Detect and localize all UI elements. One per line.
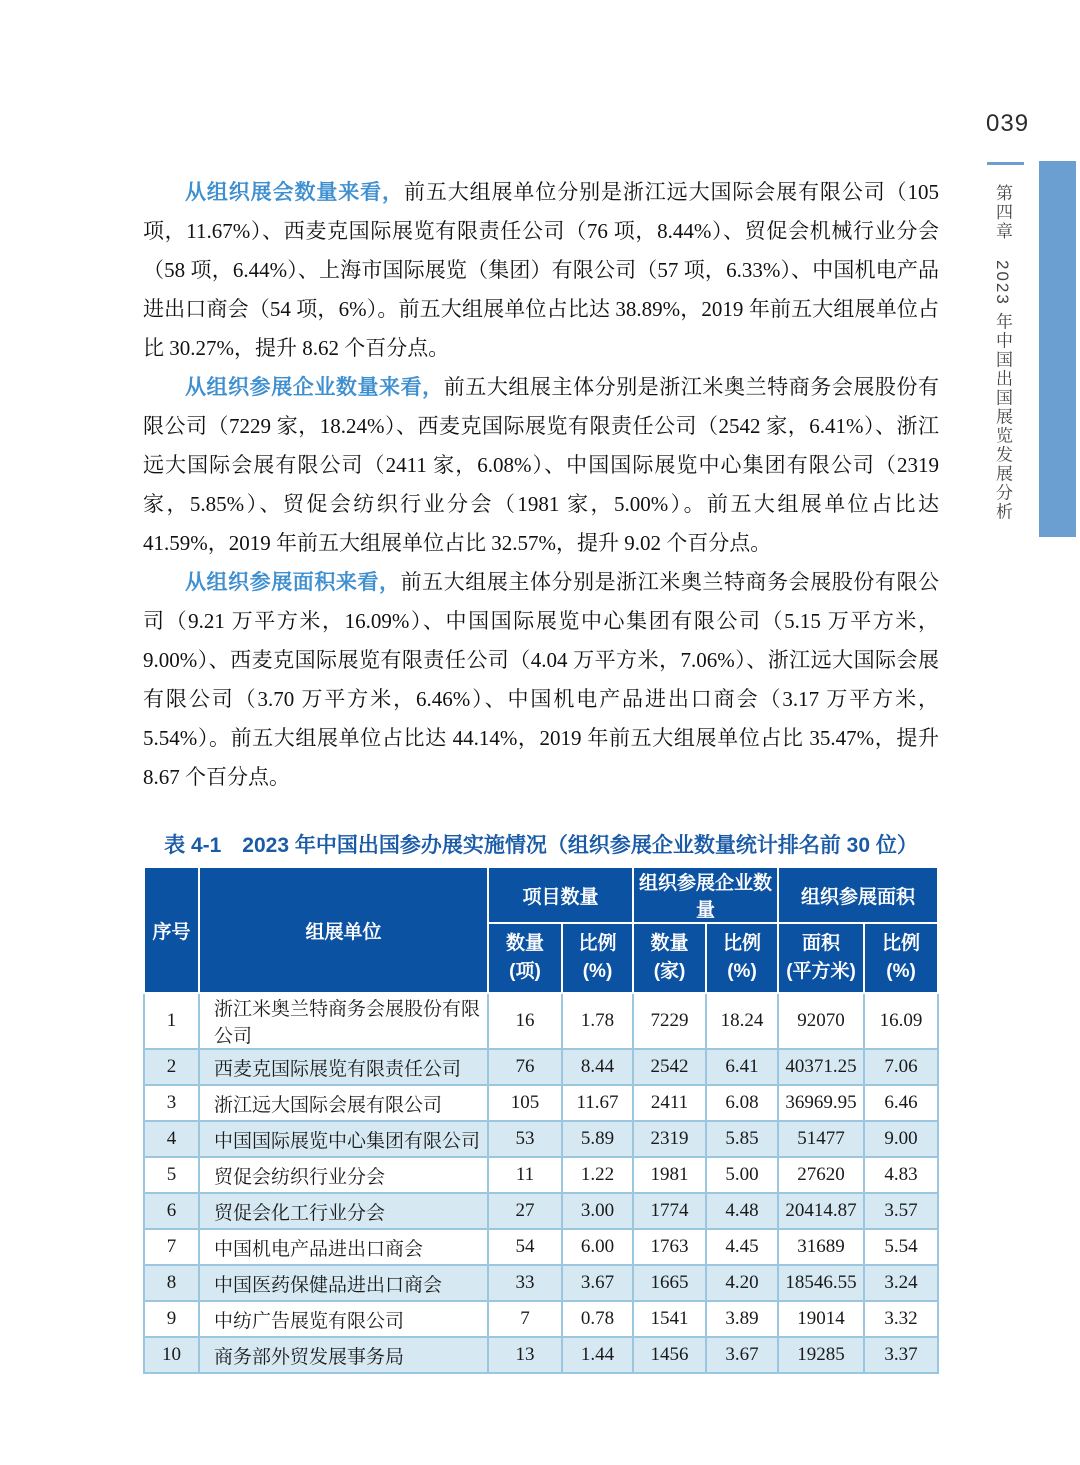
table-row <box>144 1085 938 1121</box>
cell-ratio-area: 3.24 <box>864 1265 938 1301</box>
col-header-ratio-area: 比例 (%) <box>864 923 938 993</box>
paragraph-lead: 从组织展会数量来看， <box>185 181 404 204</box>
cell-organizer: 贸促会纺织行业分会 <box>199 1157 488 1193</box>
table-row <box>144 1265 938 1301</box>
table-row <box>144 1229 938 1265</box>
cell-ratio-firms: 6.41 <box>706 1049 778 1085</box>
cell-ratio-area: 9.00 <box>864 1121 938 1157</box>
cell-qty-items: 105 <box>488 1085 562 1121</box>
cell-organizer: 浙江米奥兰特商务会展股份有限公司 <box>199 993 488 1049</box>
paragraph-body: 前五大组展主体分别是浙江米奥兰特商务会展股份有限公司（7229 家，18.24%）、西麦克国际展览有限责任公司（2542 家，6.41%）、浙江远大国际会展有限公司（2411 家，6.08%）、中国国际展览中心集团有限公司（2319 家，5.85%）、贸促会纺织行业分会（1981 家，5.00%）。前五大组展单位占比达 41.59%，2019 年前五大组展单位占比 32.57%，提升 9.02 个百分点。 <box>143 375 940 555</box>
cell-ratio-firms: 3.89 <box>706 1301 778 1337</box>
paragraph-exhibition-count <box>143 173 939 368</box>
cell-ratio-items: 8.44 <box>562 1049 633 1085</box>
cell-area: 36969.95 <box>778 1085 864 1121</box>
cell-ratio-firms: 4.48 <box>706 1193 778 1229</box>
cell-qty-firms: 1456 <box>633 1337 706 1373</box>
table-row <box>144 993 938 1049</box>
col-header-area-sqm: 面积 (平方米) <box>778 923 864 993</box>
cell-organizer: 中纺广告展览有限公司 <box>199 1301 488 1337</box>
paragraph-lead: 从组织参展面积来看， <box>185 571 401 594</box>
cell-area: 40371.25 <box>778 1049 864 1085</box>
cell-area: 31689 <box>778 1229 864 1265</box>
cell-organizer: 中国医药保健品进出口商会 <box>199 1265 488 1301</box>
cell-ratio-firms: 4.45 <box>706 1229 778 1265</box>
cell-qty-firms: 1981 <box>633 1157 706 1193</box>
paragraph-lead: 从组织参展企业数量来看， <box>185 376 444 399</box>
cell-ratio-items: 1.44 <box>562 1337 633 1373</box>
cell-seq: 2 <box>144 1049 199 1085</box>
cell-organizer: 中国国际展览中心集团有限公司 <box>199 1121 488 1157</box>
cell-seq: 3 <box>144 1085 199 1121</box>
cell-ratio-items: 0.78 <box>562 1301 633 1337</box>
cell-ratio-firms: 4.20 <box>706 1265 778 1301</box>
cell-ratio-items: 3.00 <box>562 1193 633 1229</box>
table-row <box>144 1157 938 1193</box>
cell-ratio-area: 3.37 <box>864 1337 938 1373</box>
table-row <box>144 1049 938 1085</box>
cell-area: 51477 <box>778 1121 864 1157</box>
table-row <box>144 1301 938 1337</box>
cell-ratio-firms: 18.24 <box>706 993 778 1049</box>
cell-ratio-area: 5.54 <box>864 1229 938 1265</box>
page-number-rule <box>987 162 1024 165</box>
cell-ratio-area: 6.46 <box>864 1085 938 1121</box>
cell-qty-items: 11 <box>488 1157 562 1193</box>
cell-ratio-area: 16.09 <box>864 993 938 1049</box>
cell-seq: 10 <box>144 1337 199 1373</box>
cell-qty-items: 76 <box>488 1049 562 1085</box>
cell-ratio-items: 1.22 <box>562 1157 633 1193</box>
cell-qty-firms: 2542 <box>633 1049 706 1085</box>
paragraph-body: 前五大组展主体分别是浙江米奥兰特商务会展股份有限公司（9.21 万平方米，16.09%）、中国国际展览中心集团有限公司（5.15 万平方米，9.00%）、西麦克国际展览有限责任公司（4.04 万平方米，7.06%）、浙江远大国际会展有限公司（3.70 万平方米，6.46%）、中国机电产品进出口商会（3.17 万平方米，5.54%）。前五大组展单位占比达 44.14%，2019 年前五大组展单位占比 35.47%，提升 8.67 个百分点。 <box>143 570 940 789</box>
cell-ratio-items: 1.78 <box>562 993 633 1049</box>
table-row <box>144 1337 938 1373</box>
cell-ratio-firms: 5.00 <box>706 1157 778 1193</box>
cell-organizer: 中国机电产品进出口商会 <box>199 1229 488 1265</box>
cell-qty-firms: 1541 <box>633 1301 706 1337</box>
page-number: 039 <box>986 110 1030 137</box>
cell-qty-firms: 7229 <box>633 993 706 1049</box>
col-header-ratio-firms: 比例 (%) <box>706 923 778 993</box>
cell-qty-firms: 1763 <box>633 1229 706 1265</box>
cell-qty-items: 33 <box>488 1265 562 1301</box>
cell-organizer: 浙江远大国际会展有限公司 <box>199 1085 488 1121</box>
cell-qty-items: 13 <box>488 1337 562 1373</box>
cell-area: 19014 <box>778 1301 864 1337</box>
cell-seq: 5 <box>144 1157 199 1193</box>
table-row <box>144 1193 938 1229</box>
cell-qty-firms: 2411 <box>633 1085 706 1121</box>
cell-seq: 9 <box>144 1301 199 1337</box>
cell-seq: 1 <box>144 993 199 1049</box>
cell-area: 92070 <box>778 993 864 1049</box>
col-group-exhibit-area: 组织参展面积 <box>778 867 938 923</box>
cell-ratio-items: 11.67 <box>562 1085 633 1121</box>
cell-qty-items: 16 <box>488 993 562 1049</box>
cell-ratio-items: 6.00 <box>562 1229 633 1265</box>
col-header-ratio-items: 比例 (%) <box>562 923 633 993</box>
cell-seq: 7 <box>144 1229 199 1265</box>
paragraph-exhibition-area <box>143 563 939 797</box>
cell-ratio-items: 3.67 <box>562 1265 633 1301</box>
col-header-qty-items: 数量 (项) <box>488 923 562 993</box>
cell-seq: 8 <box>144 1265 199 1301</box>
cell-ratio-area: 4.83 <box>864 1157 938 1193</box>
cell-area: 27620 <box>778 1157 864 1193</box>
paragraph-enterprise-count <box>143 368 939 563</box>
body-text-block <box>143 173 939 797</box>
cell-ratio-area: 7.06 <box>864 1049 938 1085</box>
table-header-group-row <box>144 867 938 923</box>
col-header-seq: 序号 <box>144 867 199 993</box>
cell-ratio-firms: 6.08 <box>706 1085 778 1121</box>
cell-ratio-area: 3.57 <box>864 1193 938 1229</box>
table-row <box>144 1121 938 1157</box>
cell-qty-items: 27 <box>488 1193 562 1229</box>
cell-ratio-area: 3.32 <box>864 1301 938 1337</box>
col-group-enterprise-count: 组织参展企业数量 <box>633 867 778 923</box>
cell-area: 19285 <box>778 1337 864 1373</box>
cell-organizer: 商务部外贸发展事务局 <box>199 1337 488 1373</box>
cell-seq: 6 <box>144 1193 199 1229</box>
paragraph-body: 前五大组展单位分别是浙江远大国际会展有限公司（105 项，11.67%）、西麦克国际展览有限责任公司（76 项，8.44%）、贸促会机械行业分会（58 项，6.44%）、上海市国际展览（集团）有限公司（57 项，6.33%）、中国机电产品进出口商会（54 项，6%）。前五大组展单位占比达 38.89%，2019 年前五大组展单位占比 30.27%，提升 8.62 个百分点。 <box>143 180 940 360</box>
cell-ratio-firms: 5.85 <box>706 1121 778 1157</box>
col-group-project-count: 项目数量 <box>488 867 633 923</box>
cell-ratio-items: 5.89 <box>562 1121 633 1157</box>
cell-qty-firms: 1665 <box>633 1265 706 1301</box>
cell-seq: 4 <box>144 1121 199 1157</box>
cell-qty-items: 54 <box>488 1229 562 1265</box>
cell-qty-items: 53 <box>488 1121 562 1157</box>
cell-ratio-firms: 3.67 <box>706 1337 778 1373</box>
table-title: 表 4-1 2023 年中国出国参办展实施情况（组织参展企业数量统计排名前 30 位） <box>164 834 918 857</box>
cell-organizer: 贸促会化工行业分会 <box>199 1193 488 1229</box>
cell-qty-firms: 2319 <box>633 1121 706 1157</box>
exhibition-table <box>143 866 939 1374</box>
cell-organizer: 西麦克国际展览有限责任公司 <box>199 1049 488 1085</box>
col-header-qty-firms: 数量 (家) <box>633 923 706 993</box>
cell-qty-items: 7 <box>488 1301 562 1337</box>
chapter-sidebar-text: 第四章 2023 年中国出国展览发展分析 <box>993 184 1012 522</box>
sidebar-accent-bar <box>1039 161 1076 537</box>
cell-area: 18546.55 <box>778 1265 864 1301</box>
cell-qty-firms: 1774 <box>633 1193 706 1229</box>
col-header-organizer: 组展单位 <box>199 867 488 993</box>
cell-area: 20414.87 <box>778 1193 864 1229</box>
